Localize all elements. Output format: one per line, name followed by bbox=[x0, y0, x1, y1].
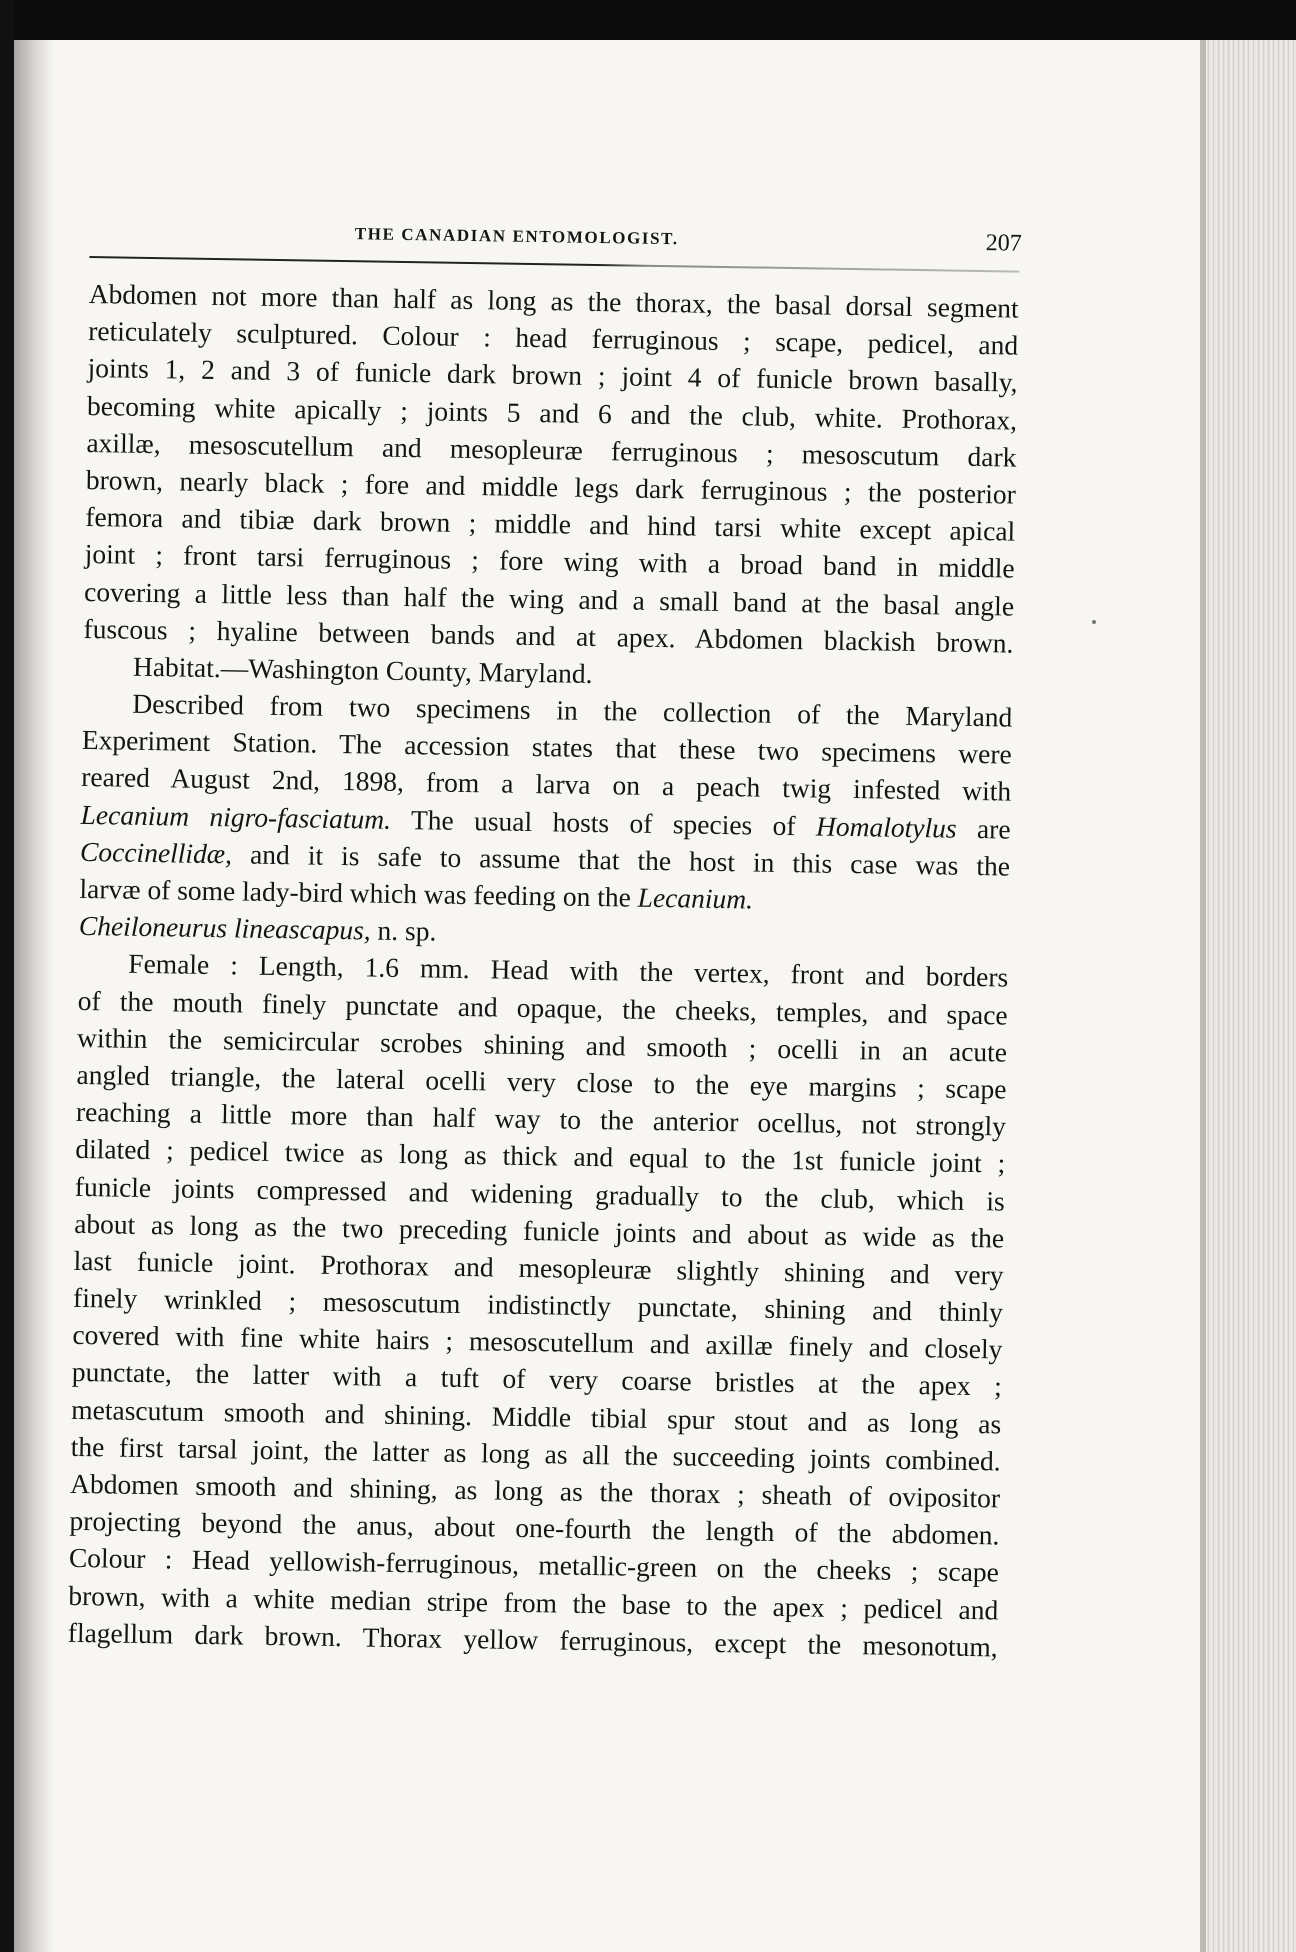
text-line: about as long as the two preceding funicle joints and about as wide as the bbox=[73, 1207, 1005, 1254]
taxon-name: Cheiloneurus lineascapus, bbox=[78, 910, 371, 946]
text-line: reaching a little more than half way to the anterior ocellus, not strongly bbox=[75, 1096, 1007, 1142]
text-line: Female : Length, 1.6 mm. Head with the vertex, front and borders bbox=[128, 948, 1009, 993]
text-line: the first tarsal joint, the latter as long as all the succeeding joints combined. bbox=[70, 1430, 1001, 1477]
text-line: brown, with a white median stripe from the base to the apex ; pedicel and bbox=[68, 1579, 999, 1625]
text-line: joints 1, 2 and 3 of funicle dark brown ; joint 4 of funicle brown basally, bbox=[87, 352, 1018, 398]
taxon-name: Coccinellidæ, bbox=[79, 835, 233, 870]
text-line: finely wrinkled ; mesoscutum indistinctly punctate, shining and thinly bbox=[72, 1281, 1004, 1328]
text-line: metascutum smooth and shining. Middle tibial spur stout and as long as bbox=[71, 1393, 1002, 1440]
text-line: femora and tibiæ dark brown ; middle and hind tarsi white except apical bbox=[85, 501, 1016, 547]
text-line: projecting beyond the anus, about one-fourth the length of the abdomen. bbox=[69, 1505, 1000, 1551]
running-title: THE CANADIAN ENTOMOLOGIST. bbox=[354, 224, 679, 249]
text-line: dilated ; pedicel twice as long as thick and equal to the 1st funicle joint ; bbox=[75, 1133, 1006, 1179]
text-line: flagellum dark brown. Thorax yellow ferruginous, except the mesonotum, bbox=[67, 1616, 998, 1663]
text-line: axillæ, mesoscutellum and mesopleuræ ferruginous ; mesoscutum dark bbox=[86, 426, 1017, 473]
taxon-name: Lecanium. bbox=[637, 881, 754, 915]
text-line: within the semicircular scrobes shining and smooth ; ocelli in an acute bbox=[76, 1021, 1008, 1068]
page-edges bbox=[1200, 40, 1296, 1952]
taxon-name: Lecanium nigro-fasciatum. bbox=[80, 798, 392, 835]
header-rule bbox=[89, 256, 1019, 273]
text-fragment: and it is safe to assume that the host in this case was the bbox=[231, 838, 1011, 882]
text-fragment: The usual hosts of species of bbox=[390, 803, 817, 842]
taxon-name: Homalotylus bbox=[815, 810, 957, 844]
text-line: Abdomen not more than half as long as the thorax, the basal dorsal segment bbox=[88, 277, 1019, 324]
text-line: joint ; front tarsi ferruginous ; fore wing with a broad band in middle bbox=[84, 538, 1015, 584]
text-line: last funicle joint. Prothorax and mesopleuræ slightly shining and very bbox=[73, 1244, 1004, 1291]
text-line: covered with fine white hairs ; mesoscutellum and axillæ finely and closely bbox=[72, 1319, 1003, 1365]
page-number: 207 bbox=[985, 230, 1022, 257]
habitat-line: Habitat.—Washington County, Maryland. bbox=[132, 650, 593, 689]
gutter-shadow bbox=[14, 40, 54, 1952]
text-block bbox=[65, 220, 1030, 1815]
body-text bbox=[68, 275, 1019, 1665]
text-line: becoming white apically ; joints 5 and 6 and the club, white. Prothorax, bbox=[86, 389, 1018, 436]
text-line: Colour : Head yellowish-ferruginous, metallic-green on the cheeks ; scape bbox=[68, 1542, 1000, 1588]
text-fragment: n. sp. bbox=[370, 914, 437, 947]
text-line: brown, nearly black ; fore and middle legs dark ferruginous ; the posterior bbox=[85, 463, 1017, 510]
text-line: Experiment Station. The accession states that these two specimens were bbox=[81, 724, 1012, 770]
text-fragment: are bbox=[956, 812, 1011, 845]
text-line: of the mouth finely punctate and opaque, the cheeks, temples, and space bbox=[77, 984, 1008, 1031]
text-line: fuscous ; hyaline between bands and at apex. Abdomen blackish brown. bbox=[83, 612, 1014, 659]
text-line: angled triangle, the lateral ocelli very close to the eye margins ; scape bbox=[76, 1058, 1007, 1105]
text-line: funicle joints compressed and widening gradually to the club, which is bbox=[74, 1170, 1005, 1216]
text-line: covering a little less than half the wing and a small band at the basal angle bbox=[83, 575, 1015, 622]
text-line: Abdomen smooth and shining, as long as the thorax ; sheath of ovipositor bbox=[69, 1467, 1001, 1514]
text-line: reticulately sculptured. Colour : head ferruginous ; scape, pedicel, and bbox=[88, 315, 1019, 361]
scan-top-border bbox=[0, 0, 1296, 40]
speck bbox=[1092, 620, 1096, 624]
text-line: Described from two specimens in the collection of the Maryland bbox=[132, 687, 1013, 733]
page-header bbox=[89, 220, 1030, 275]
scan-left-border bbox=[0, 0, 14, 1952]
text-line: reared August 2nd, 1898, from a larva on a peach twig infested with bbox=[81, 761, 1012, 807]
text-fragment: larvæ of some lady-bird which was feeding on the bbox=[79, 872, 638, 913]
text-line: punctate, the latter with a tuft of very coarse bristles at the apex ; bbox=[71, 1356, 1003, 1402]
